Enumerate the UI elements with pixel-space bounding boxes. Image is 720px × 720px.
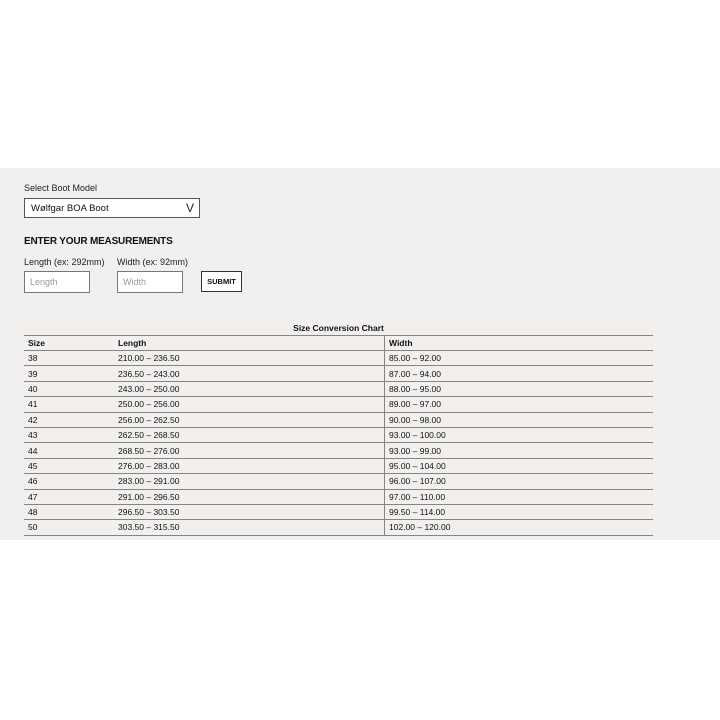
boot-model-selected-value: Wølfgar BOA Boot: [31, 203, 109, 214]
size-cell: 43: [24, 427, 114, 442]
length-label: Length (ex: 292mm): [24, 257, 105, 267]
length-cell: 296.50 – 303.50: [114, 504, 385, 519]
size-cell: 38: [24, 351, 114, 366]
size-chart-title: Size Conversion Chart: [293, 323, 384, 333]
length-cell: 210.00 – 236.50: [114, 351, 385, 366]
width-cell: 90.00 – 98.00: [385, 412, 654, 427]
size-cell: 50: [24, 520, 114, 535]
width-cell: 93.00 – 100.00: [385, 427, 654, 442]
size-cell: 41: [24, 397, 114, 412]
chevron-down-icon: V: [185, 201, 194, 215]
table-row: [24, 427, 653, 442]
length-cell: 303.50 – 315.50: [114, 520, 385, 535]
column-header-size: Size: [24, 336, 114, 351]
size-cell: 39: [24, 366, 114, 381]
measurements-heading: ENTER YOUR MEASUREMENTS: [24, 236, 173, 247]
submit-button[interactable]: SUBMIT: [201, 271, 242, 292]
width-cell: 88.00 – 95.00: [385, 381, 654, 396]
width-cell: 102.00 – 120.00: [385, 520, 654, 535]
length-cell: 250.00 – 256.00: [114, 397, 385, 412]
table-row: [24, 474, 653, 489]
size-cell: 40: [24, 381, 114, 396]
table-row: [24, 504, 653, 519]
size-cell: 47: [24, 489, 114, 504]
table-row: [24, 381, 653, 396]
boot-model-select[interactable]: [24, 198, 200, 218]
size-cell: 42: [24, 412, 114, 427]
length-cell: 283.00 – 291.00: [114, 474, 385, 489]
table-row: [24, 397, 653, 412]
width-cell: 89.00 – 97.00: [385, 397, 654, 412]
table-row: [24, 520, 653, 535]
width-cell: 99.50 – 114.00: [385, 504, 654, 519]
table-header-row: [24, 336, 653, 351]
width-cell: 87.00 – 94.00: [385, 366, 654, 381]
table-row: [24, 489, 653, 504]
table-row: [24, 351, 653, 366]
length-cell: 276.00 – 283.00: [114, 458, 385, 473]
width-label: Width (ex: 92mm): [117, 257, 189, 267]
length-cell: 291.00 – 296.50: [114, 489, 385, 504]
length-cell: 243.00 – 250.00: [114, 381, 385, 396]
boot-model-label: Select Boot Model: [24, 183, 98, 193]
width-cell: 95.00 – 104.00: [385, 458, 654, 473]
width-cell: 97.00 – 110.00: [385, 489, 654, 504]
size-cell: 44: [24, 443, 114, 458]
length-cell: 256.00 – 262.50: [114, 412, 385, 427]
table-row: [24, 412, 653, 427]
width-cell: 85.00 – 92.00: [385, 351, 654, 366]
size-cell: 48: [24, 504, 114, 519]
size-cell: 45: [24, 458, 114, 473]
width-input[interactable]: [117, 271, 183, 293]
size-conversion-table: [24, 335, 653, 536]
length-cell: 236.50 – 243.00: [114, 366, 385, 381]
length-cell: 262.50 – 268.50: [114, 427, 385, 442]
table-row: [24, 366, 653, 381]
width-cell: 96.00 – 107.00: [385, 474, 654, 489]
length-cell: 268.50 – 276.00: [114, 443, 385, 458]
length-input[interactable]: [24, 271, 90, 293]
column-header-width: Width: [385, 336, 654, 351]
width-cell: 93.00 – 99.00: [385, 443, 654, 458]
size-cell: 46: [24, 474, 114, 489]
column-header-length: Length: [114, 336, 385, 351]
table-row: [24, 458, 653, 473]
table-row: [24, 443, 653, 458]
